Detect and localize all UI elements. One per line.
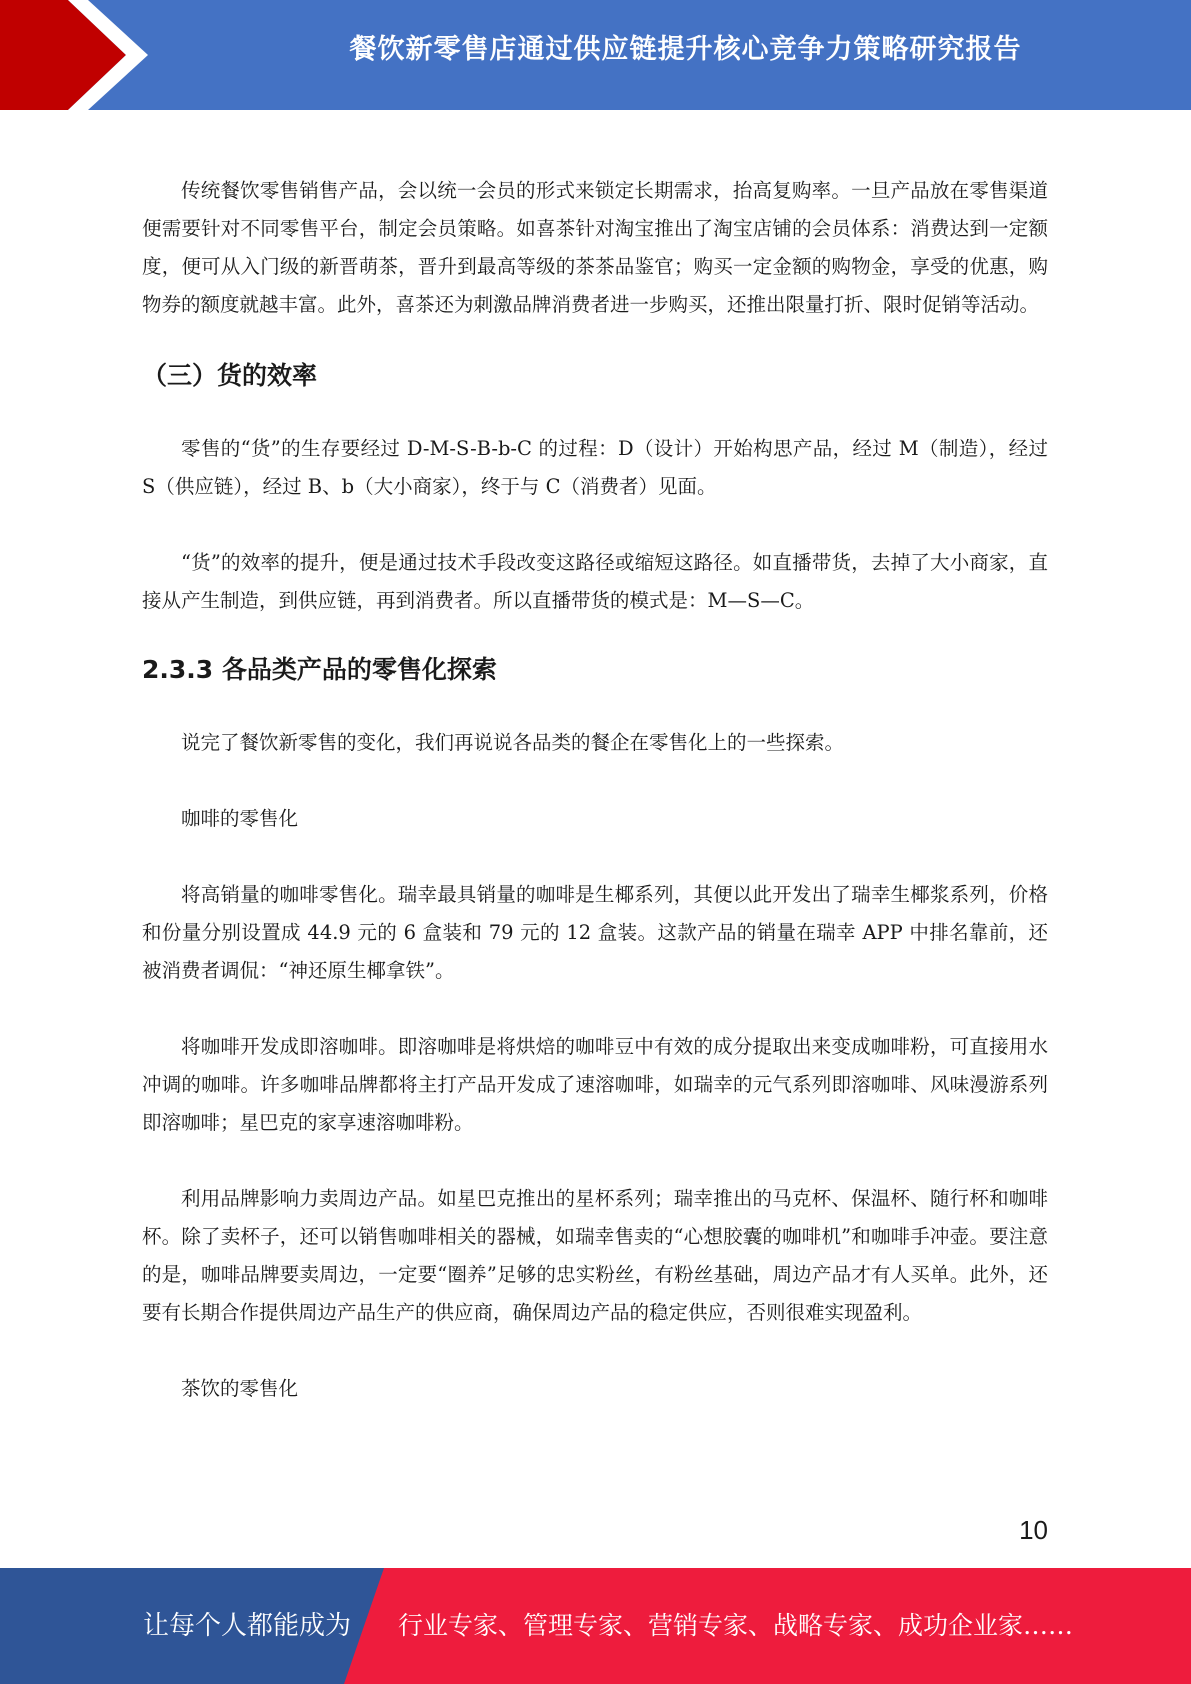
section-heading-2-3-3: 2.3.3 各品类产品的零售化探索 xyxy=(142,655,497,684)
paragraph-merchandise: 利用品牌影响力卖周边产品。如星巴克推出的星杯系列；瑞幸推出的马克杯、保温杯、随行杯和咖啡杯。除了卖杯子，还可以销售咖啡相关的器械，如瑞幸售卖的“心想胶囊的咖啡机”和咖啡手冲壶。要注意的是，咖啡品牌要卖周边，一定要“圈养”足够的忠实粉丝，有粉丝基础，周边产品才有人买单。此外，还要有长期合作提供周边产品生产的供应商，确保周边产品的稳定供应，否则很难实现盈利。 xyxy=(142,1187,1048,1324)
document-body xyxy=(142,172,1048,1408)
page-header xyxy=(0,0,1191,110)
paragraph-goods-efficiency: “货”的效率的提升，便是通过技术手段改变这路径或缩短这路径。如直播带货，去掉了大小商家，直接从产生制造，到供应链，再到消费者。所以直播带货的模式是：M—S—C。 xyxy=(142,551,1048,612)
page-footer xyxy=(0,1568,1191,1684)
paragraph-membership: 传统餐饮零售销售产品，会以统一会员的形式来锁定长期需求，抬高复购率。一旦产品放在零售渠道便需要针对不同零售平台，制定会员策略。如喜茶针对淘宝推出了淘宝店铺的会员体系：消费达到一定额度，便可从入门级的新晋萌茶，晋升到最高等级的茶茶品鉴官；购买一定金额的购物金，享受的优惠，购物券的额度就越丰富。此外，喜茶还为刺激品牌消费者进一步购买，还推出限量打折、限时促销等活动。 xyxy=(142,179,1048,316)
paragraph-coffee-bestseller: 将高销量的咖啡零售化。瑞幸最具销量的咖啡是生椰系列，其便以此开发出了瑞幸生椰浆系列，价格和份量分别设置成 44.9 元的 6 盒装和 79 元的 12 盒装。这款产品的销量在瑞幸 APP 中排名靠前，还被消费者调侃：“神还原生椰拿铁”。 xyxy=(142,883,1048,982)
paragraph-tea-title: 茶饮的零售化 xyxy=(181,1377,299,1400)
header-arrow-icon xyxy=(0,0,160,110)
footer-slogan-left: 让每个人都能成为 xyxy=(143,1611,352,1641)
section-heading-goods-efficiency: （三）货的效率 xyxy=(142,361,318,390)
paragraph-instant-coffee: 将咖啡开发成即溶咖啡。即溶咖啡是将烘焙的咖啡豆中有效的成分提取出来变成咖啡粉，可直接用水冲调的咖啡。许多咖啡品牌都将主打产品开发成了速溶咖啡，如瑞幸的元气系列即溶咖啡、风味漫游系列即溶咖啡；星巴克的家享速溶咖啡粉。 xyxy=(142,1035,1048,1134)
report-title: 餐饮新零售店通过供应链提升核心竞争力策略研究报告 xyxy=(349,34,1022,65)
paragraph-coffee-title: 咖啡的零售化 xyxy=(181,807,299,830)
paragraph-goods-process: 零售的“货”的生存要经过 D-M-S-B-b-C 的过程：D（设计）开始构思产品，经过 M（制造），经过 S（供应链），经过 B、b（大小商家），终于与 C（消费者）见面。 xyxy=(142,437,1048,498)
paragraph-intro: 说完了餐饮新零售的变化，我们再说说各品类的餐企在零售化上的一些探索。 xyxy=(181,731,845,754)
footer-slogan-right: 行业专家、管理专家、营销专家、战略专家、成功企业家…… xyxy=(398,1611,1074,1640)
page-number: 10 xyxy=(1019,1515,1048,1545)
